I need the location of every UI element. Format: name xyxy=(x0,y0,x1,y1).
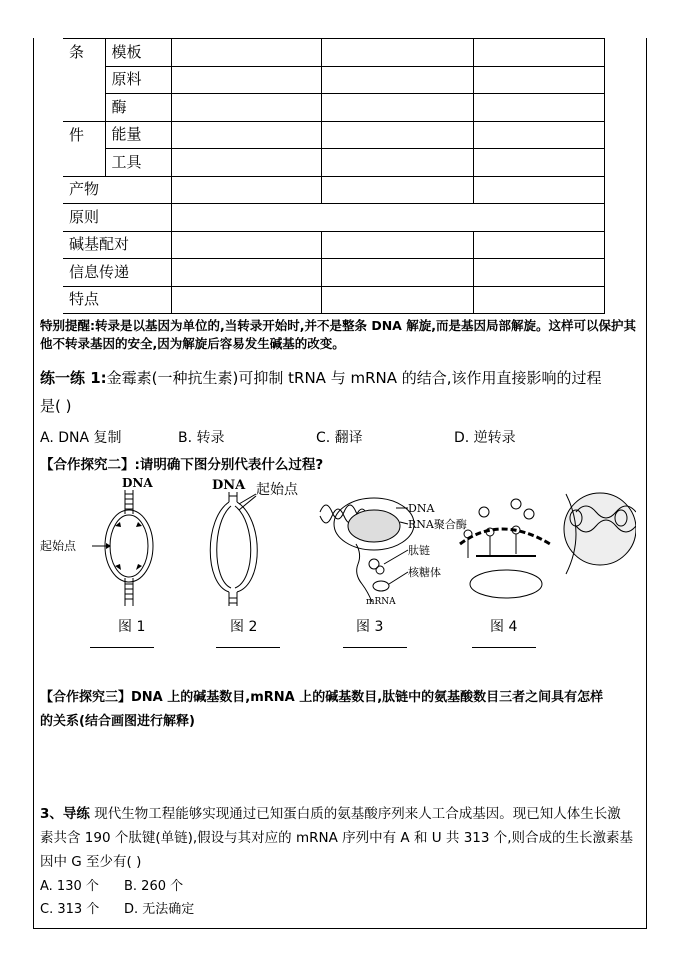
fig3-label-ribosome: 核糖体 xyxy=(408,566,441,579)
table-cell xyxy=(321,231,473,259)
practice1-line2: 是( ) xyxy=(40,397,72,415)
option-c: C. 翻译 xyxy=(316,430,363,446)
table-cell xyxy=(473,231,604,259)
q3-line1: 现代生物工程能够实现通过已知蛋白质的氨基酸序列来人工合成基因。现已知人体生长激 xyxy=(94,806,621,822)
fig1-caption: 图 1 xyxy=(118,619,146,635)
fig3-label-rna-polymerase: RNA聚合酶 xyxy=(408,518,467,531)
fig2-caption: 图 2 xyxy=(230,619,258,635)
table-cell xyxy=(171,231,321,259)
fig1-answer-blank[interactable] xyxy=(90,647,154,648)
table-cell xyxy=(473,259,604,287)
table-cell xyxy=(321,66,473,94)
row-label: 信息传递 xyxy=(63,259,171,287)
fig3-mrna-label: mRNA xyxy=(366,597,396,607)
table-cell xyxy=(321,94,473,122)
row-label: 原则 xyxy=(63,204,171,232)
fig1-dna-label: DNA xyxy=(122,476,153,490)
option-a: A. DNA 复制 xyxy=(40,430,122,446)
fig3-caption: 图 3 xyxy=(356,619,384,635)
tip-label: 特别提醒: xyxy=(40,318,95,333)
table-cell xyxy=(171,286,321,314)
option-d: D. 逆转录 xyxy=(454,430,516,446)
explore3-question xyxy=(40,686,650,734)
table-cell xyxy=(171,66,321,94)
table-cell xyxy=(171,121,321,149)
fig4-answer-blank[interactable] xyxy=(472,647,536,648)
table-cell xyxy=(473,39,604,67)
explore2-title: 【合作探究二】:请明确下图分别代表什么过程? xyxy=(40,457,324,473)
q3-option-c: C. 313 个 xyxy=(40,902,100,917)
row-label: 工具 xyxy=(105,149,171,177)
table-cell xyxy=(321,149,473,177)
fig1-diagram xyxy=(40,476,153,606)
table-cell xyxy=(473,149,604,177)
practice1-question xyxy=(40,364,640,420)
row-label: 碱基配对 xyxy=(63,231,171,259)
row-label: 原料 xyxy=(105,66,171,94)
table-cell xyxy=(321,259,473,287)
table-cell xyxy=(171,204,604,232)
table-cell xyxy=(473,286,604,314)
table-cell xyxy=(473,66,604,94)
tip-paragraph xyxy=(40,317,640,353)
table-cell xyxy=(473,121,604,149)
fig3-label-peptide: 肽链 xyxy=(408,544,430,557)
table-cell xyxy=(321,121,473,149)
conditions-label-top: 条 xyxy=(63,39,105,122)
row-label: 能量 xyxy=(105,121,171,149)
explore3-line1: 【合作探究三】DNA 上的碱基数目,mRNA 上的碱基数目,肽链中的氨基酸数目三者之间具有怎样 xyxy=(40,690,604,705)
row-label: 酶 xyxy=(105,94,171,122)
table-cell xyxy=(171,94,321,122)
comparison-table xyxy=(63,38,605,314)
q3-label: 3、导练 xyxy=(40,806,90,822)
table-cell xyxy=(473,94,604,122)
fig2-answer-blank[interactable] xyxy=(216,647,280,648)
practice1-label: 练一练 1: xyxy=(40,369,107,387)
fig2-start-label: 起始点 xyxy=(256,482,298,498)
table-cell xyxy=(171,259,321,287)
table-cell xyxy=(171,39,321,67)
q3-question xyxy=(40,802,650,874)
fig2-dna-label: DNA xyxy=(212,478,246,493)
table-cell xyxy=(321,176,473,204)
practice1-line1: 金霉素(一种抗生素)可抑制 tRNA 与 mRNA 的结合,该作用直接影响的过程 xyxy=(106,369,602,387)
table-cell xyxy=(171,149,321,177)
option-b: B. 转录 xyxy=(178,430,225,446)
explore3-line2: 的关系(结合画图进行解释) xyxy=(40,714,195,729)
tip-text: 转录是以基因为单位的,当转录开始时,并不是整条 DNA 解旋,而是基因局部解旋。这样可以保护其他不转录基因的安全,因为解旋后容易发生碱基的改变。 xyxy=(40,318,636,352)
fig3-diagram xyxy=(320,498,414,602)
table-cell xyxy=(321,39,473,67)
q3-option-a: A. 130 个 xyxy=(40,879,99,894)
fig4-caption: 图 4 xyxy=(490,619,518,635)
figures-area xyxy=(36,474,636,614)
fig2-diagram xyxy=(210,478,299,606)
fig3-answer-blank[interactable] xyxy=(343,647,407,648)
q3-line2: 素共含 190 个肽键(单链),假设与其对应的 mRNA 序列中有 A 和 U 共 313 个,则合成的生长激素基 xyxy=(40,830,634,846)
row-label: 模板 xyxy=(105,39,171,67)
table-cell xyxy=(171,176,321,204)
row-label: 产物 xyxy=(63,176,171,204)
conditions-label-bottom: 件 xyxy=(63,121,105,176)
row-label: 特点 xyxy=(63,286,171,314)
q3-line3: 因中 G 至少有( ) xyxy=(40,854,142,870)
fig1-start-label: 起始点 xyxy=(40,539,77,553)
q3-option-d: D. 无法确定 xyxy=(124,902,195,917)
table-cell xyxy=(321,286,473,314)
q3-option-b: B. 260 个 xyxy=(124,879,184,894)
table-cell xyxy=(473,176,604,204)
fig4-diagram xyxy=(460,493,636,598)
fig3-label-dna: DNA xyxy=(408,502,435,515)
